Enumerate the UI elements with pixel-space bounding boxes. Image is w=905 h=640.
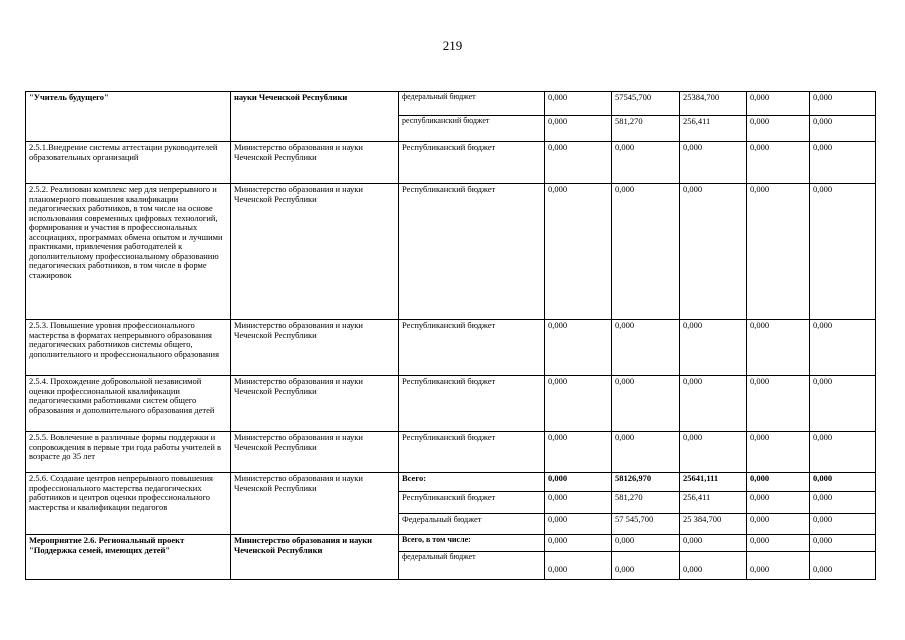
value-cell: 0,000 [612, 142, 680, 184]
executor-cell: Министерство образования и науки Чеченской Республики [231, 535, 399, 580]
funding-source: Республиканский бюджет [399, 492, 545, 514]
activity-cell: "Учитель будущего" [26, 92, 231, 142]
value-cell: 0,000 [810, 514, 876, 535]
value-cell: 0,000 [747, 535, 810, 552]
executor-cell: Министерство образования и науки Чеченской Республики [231, 320, 399, 376]
value-cell: 0,000 [810, 116, 876, 142]
value-cell: 0,000 [545, 535, 612, 552]
value-cell: 0,000 [612, 552, 680, 580]
value-cell: 0,000 [747, 320, 810, 376]
value-cell: 0,000 [810, 432, 876, 473]
activity-cell: Мероприятие 2.6. Региональный проект "Поддержка семей, имеющих детей" [26, 535, 231, 580]
value-cell: 0,000 [545, 92, 612, 116]
budget-table [25, 91, 876, 580]
executor-cell: Министерство образования и науки Чеченской Республики [231, 376, 399, 432]
value-cell: 0,000 [545, 142, 612, 184]
value-cell: 0,000 [545, 432, 612, 473]
funding-source: Республиканский бюджет [399, 376, 545, 432]
value-cell: 0,000 [810, 552, 876, 580]
value-cell: 0,000 [545, 116, 612, 142]
value-cell: 0,000 [545, 320, 612, 376]
executor-cell: Министерство образования и науки Чеченской Республики [231, 432, 399, 473]
value-cell: 256,411 [680, 116, 747, 142]
value-cell: 0,000 [810, 142, 876, 184]
value-cell: 0,000 [810, 320, 876, 376]
value-cell: 581,270 [612, 492, 680, 514]
funding-source: Республиканский бюджет [399, 142, 545, 184]
table-row [26, 142, 876, 184]
value-cell: 25384,700 [680, 92, 747, 116]
activity-cell: 2.5.3. Повышение уровня профессионального мастерства в форматах непрерывного образования педагогических работников системы общего, дополнительного и профессионального образования [26, 320, 231, 376]
table-row [26, 184, 876, 320]
value-cell: 0,000 [612, 376, 680, 432]
value-cell: 0,000 [680, 184, 747, 320]
value-cell: 0,000 [680, 535, 747, 552]
value-cell: 0,000 [747, 492, 810, 514]
value-cell: 0,000 [747, 552, 810, 580]
table-row [26, 92, 876, 116]
funding-source: Республиканский бюджет [399, 432, 545, 473]
value-cell: 0,000 [810, 92, 876, 116]
value-cell: 25641,111 [680, 473, 747, 492]
table-row [26, 473, 876, 492]
value-cell: 0,000 [747, 432, 810, 473]
value-cell: 0,000 [545, 514, 612, 535]
activity-cell: 2.5.4. Прохождение добровольной независимой оценки профессиональной квалификации педагогическими работниками систем общего образования и дополнительного образования детей [26, 376, 231, 432]
value-cell: 0,000 [747, 514, 810, 535]
funding-source: федеральный бюджет [399, 92, 545, 116]
executor-cell: Министерство образования и науки Чеченской Республики [231, 473, 399, 535]
funding-source: Федеральный бюджет [399, 514, 545, 535]
table-row [26, 535, 876, 552]
funding-source: Республиканский бюджет [399, 184, 545, 320]
value-cell: 0,000 [747, 92, 810, 116]
value-cell: 0,000 [810, 473, 876, 492]
page-number: 219 [442, 38, 463, 53]
value-cell: 0,000 [810, 492, 876, 514]
funding-source: Республиканский бюджет [399, 320, 545, 376]
funding-source: Всего: [399, 473, 545, 492]
executor-cell: Министерство образования и науки Чеченской Республики [231, 142, 399, 184]
value-cell: 0,000 [747, 142, 810, 184]
value-cell: 0,000 [680, 376, 747, 432]
value-cell: 0,000 [545, 492, 612, 514]
value-cell: 57 545,700 [612, 514, 680, 535]
table-row [26, 320, 876, 376]
value-cell: 0,000 [680, 142, 747, 184]
activity-cell: 2.5.6. Создание центров непрерывного повышения профессионального мастерства педагогических работников и центров оценки профессионального мастерства и квалификации педагогов [26, 473, 231, 535]
value-cell: 0,000 [747, 376, 810, 432]
executor-cell: науки Чеченской Республики [231, 92, 399, 142]
value-cell: 0,000 [810, 535, 876, 552]
value-cell: 0,000 [612, 432, 680, 473]
table-row [26, 432, 876, 473]
executor-cell: Министерство образования и науки Чеченской Республики [231, 184, 399, 320]
value-cell: 0,000 [545, 552, 612, 580]
value-cell: 57545,700 [612, 92, 680, 116]
value-cell: 58126,970 [612, 473, 680, 492]
value-cell: 0,000 [810, 184, 876, 320]
value-cell: 25 384,700 [680, 514, 747, 535]
value-cell: 0,000 [545, 376, 612, 432]
value-cell: 0,000 [747, 116, 810, 142]
funding-source: федеральный бюджет [399, 552, 545, 580]
value-cell: 0,000 [545, 473, 612, 492]
funding-source: Всего, в том числе: [399, 535, 545, 552]
value-cell: 0,000 [680, 552, 747, 580]
value-cell: 0,000 [612, 535, 680, 552]
value-cell: 0,000 [612, 184, 680, 320]
value-cell: 0,000 [747, 184, 810, 320]
activity-cell: 2.5.1.Внедрение системы аттестации руководителей образовательных организаций [26, 142, 231, 184]
value-cell: 0,000 [545, 184, 612, 320]
value-cell: 0,000 [747, 473, 810, 492]
value-cell: 0,000 [680, 320, 747, 376]
value-cell: 256,411 [680, 492, 747, 514]
funding-source: республиканский бюджет [399, 116, 545, 142]
value-cell: 0,000 [680, 432, 747, 473]
value-cell: 0,000 [810, 376, 876, 432]
value-cell: 581,270 [612, 116, 680, 142]
value-cell: 0,000 [612, 320, 680, 376]
activity-cell: 2.5.5. Вовлечение в различные формы поддержки и сопровождения в первые три года работы учителей в возрасте до 35 лет [26, 432, 231, 473]
activity-cell: 2.5.2. Реализован комплекс мер для непрерывного и планомерного повышения квалификации педагогических работников, в том числе на основе использования современных цифровых технологий, формирования и участия в профессиональных ассоциациях, программах обмена опытом и лучшими практиками, привлечения работодателей к дополнительному профессиональному образованию педагогических работников, в том числе в форме стажировок [26, 184, 231, 320]
table-row [26, 376, 876, 432]
